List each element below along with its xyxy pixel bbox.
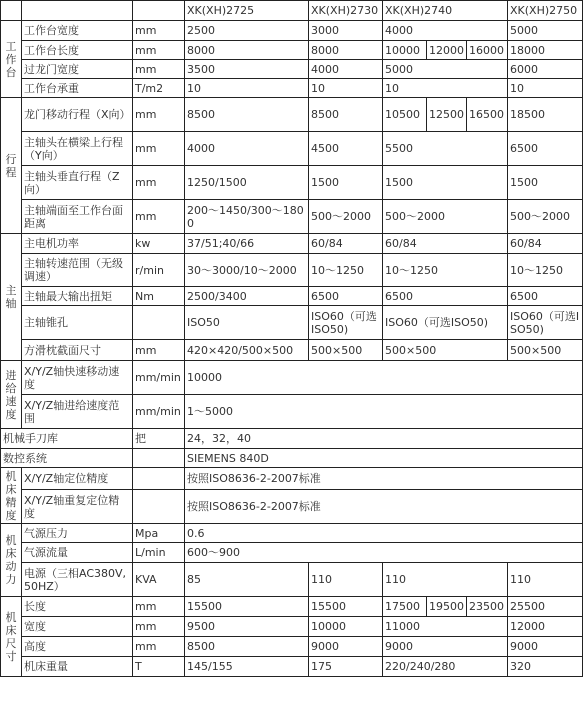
model-header: XK(XH)2740: [383, 1, 508, 21]
table-row: [1, 200, 583, 234]
table-row: [1, 79, 583, 98]
cell: 5000: [508, 21, 583, 41]
cell: 500～2000: [309, 200, 383, 234]
table-row: [1, 563, 583, 597]
group-label-travel: 行程: [1, 98, 22, 234]
row-label: 主轴转速范围（无级调速）: [22, 254, 133, 287]
cell: 8000: [309, 41, 383, 60]
row-unit: mm/min: [133, 361, 185, 395]
cell: 23500: [467, 597, 508, 617]
row-label: X/Y/Z轴定位精度: [22, 468, 133, 490]
row-label: 数控系统: [1, 449, 133, 468]
cell: 200～1450/300～1800: [185, 200, 309, 234]
row-label: 电源（三相AC380V,50HZ）: [22, 563, 133, 597]
group-label-size: 机床尺寸: [1, 597, 22, 677]
cell: 10: [383, 79, 508, 98]
cell: 85: [185, 563, 309, 597]
cell: 8500: [309, 98, 383, 132]
table-row: [1, 468, 583, 490]
cell: 8500: [185, 637, 309, 657]
table-row: [1, 657, 583, 677]
table-row: [1, 21, 583, 41]
table-row: [1, 287, 583, 306]
cell: 500×500: [383, 340, 508, 361]
cell: 5500: [383, 132, 508, 166]
cell: 110: [508, 563, 583, 597]
row-label: 主轴锥孔: [22, 306, 133, 340]
row-label: 机床重量: [22, 657, 133, 677]
cell: ISO50: [185, 306, 309, 340]
table-row: [1, 490, 583, 524]
row-unit: mm: [133, 597, 185, 617]
cell: 110: [383, 563, 508, 597]
cell: 60/84: [383, 234, 508, 254]
group-label-spindle: 主轴: [1, 234, 22, 361]
table-row: [1, 597, 583, 617]
cell: 4000: [383, 21, 508, 41]
row-label: 工作台承重: [22, 79, 133, 98]
cell: 10000: [309, 617, 383, 637]
cell: 600～900: [185, 543, 583, 563]
group-label-worktable: 工作台: [1, 21, 22, 98]
table-row: [1, 166, 583, 200]
row-label: 宽度: [22, 617, 133, 637]
table-row: [1, 306, 583, 340]
row-unit: mm: [133, 98, 185, 132]
table-row: [1, 60, 583, 79]
cell: 320: [508, 657, 583, 677]
row-unit: [133, 306, 185, 340]
cell: 60/84: [309, 234, 383, 254]
cell: 9000: [309, 637, 383, 657]
row-unit: mm/min: [133, 395, 185, 429]
cell: 37/51;40/66: [185, 234, 309, 254]
cell: 18500: [508, 98, 583, 132]
cell: 3500: [185, 60, 309, 79]
cell: 10: [185, 79, 309, 98]
row-label: 主轴头垂直行程（Z向）: [22, 166, 133, 200]
row-label: 长度: [22, 597, 133, 617]
cell: 12000: [508, 617, 583, 637]
cell: 500×500: [309, 340, 383, 361]
cell: 24，32，40: [185, 429, 583, 449]
cell: 11000: [383, 617, 508, 637]
cell: 2500/3400: [185, 287, 309, 306]
group-label-accuracy: 机床精度: [1, 468, 22, 524]
table-row: [1, 132, 583, 166]
row-label: 高度: [22, 637, 133, 657]
cell: 8000: [185, 41, 309, 60]
row-label: 龙门移动行程（X向）: [22, 98, 133, 132]
cell: 6500: [309, 287, 383, 306]
cell: 4000: [309, 60, 383, 79]
cell: SIEMENS 840D: [185, 449, 583, 468]
row-unit: mm: [133, 340, 185, 361]
table-row: [1, 254, 583, 287]
table-row: [1, 395, 583, 429]
table-row: [1, 524, 583, 543]
group-label-feed: 进给速度: [1, 361, 22, 429]
cell: 145/155: [185, 657, 309, 677]
model-header: XK(XH)2725: [185, 1, 309, 21]
row-unit: mm: [133, 132, 185, 166]
model-header: XK(XH)2730: [309, 1, 383, 21]
cell: 6500: [383, 287, 508, 306]
cell: 60/84: [508, 234, 583, 254]
cell: 1250/1500: [185, 166, 309, 200]
cell: ISO60（可选ISO50): [383, 306, 508, 340]
table-row: [1, 543, 583, 563]
cell: 5000: [383, 60, 508, 79]
cell: 0.6: [185, 524, 583, 543]
cell: ISO60（可选ISO50): [309, 306, 383, 340]
row-label: X/Y/Z轴进给速度范围: [22, 395, 133, 429]
cell: 15500: [309, 597, 383, 617]
row-label: 过龙门宽度: [22, 60, 133, 79]
cell: 10: [508, 79, 583, 98]
cell: 420×420/500×500: [185, 340, 309, 361]
row-unit: [133, 468, 185, 490]
row-unit: L/min: [133, 543, 185, 563]
row-unit: mm: [133, 166, 185, 200]
row-label: X/Y/Z轴快速移动速度: [22, 361, 133, 395]
row-label: 气源流量: [22, 543, 133, 563]
cell: 1500: [508, 166, 583, 200]
cell: 16500: [467, 98, 508, 132]
row-label: 主电机功率: [22, 234, 133, 254]
table-row: [1, 98, 583, 132]
cell: 17500: [383, 597, 427, 617]
cell: 6500: [508, 132, 583, 166]
row-unit: mm: [133, 60, 185, 79]
table-row: [1, 361, 583, 395]
row-label: 气源压力: [22, 524, 133, 543]
cell: 10～1250: [383, 254, 508, 287]
row-unit: Mpa: [133, 524, 185, 543]
cell: 6000: [508, 60, 583, 79]
cell: 1500: [309, 166, 383, 200]
cell: 1500: [383, 166, 508, 200]
cell: 4500: [309, 132, 383, 166]
cell: 10: [309, 79, 383, 98]
cell: 8500: [185, 98, 309, 132]
row-unit: mm: [133, 617, 185, 637]
row-label: 主轴端面至工作台面距离: [22, 200, 133, 234]
cell: 19500: [427, 597, 467, 617]
cell: 175: [309, 657, 383, 677]
row-label: 机械手刀库: [1, 429, 133, 449]
cell: 6500: [508, 287, 583, 306]
group-label-power: 机床动力: [1, 524, 22, 597]
cell: 按照ISO8636-2-2007标准: [185, 490, 583, 524]
row-unit: mm: [133, 637, 185, 657]
cell: 12000: [427, 41, 467, 60]
cell: 9500: [185, 617, 309, 637]
row-label: 工作台长度: [22, 41, 133, 60]
row-unit: T/m2: [133, 79, 185, 98]
cell: 12500: [427, 98, 467, 132]
table-row: [1, 637, 583, 657]
row-label: 工作台宽度: [22, 21, 133, 41]
cell: 500×500: [508, 340, 583, 361]
cell: 500～2000: [383, 200, 508, 234]
cell: 10500: [383, 98, 427, 132]
row-unit: mm: [133, 21, 185, 41]
table-row: [1, 234, 583, 254]
cell: 9000: [508, 637, 583, 657]
row-unit: Nm: [133, 287, 185, 306]
row-unit: mm: [133, 200, 185, 234]
row-label: 主轴最大输出扭矩: [22, 287, 133, 306]
cell: 16000: [467, 41, 508, 60]
header-row: [1, 1, 583, 21]
cell: 10～1250: [309, 254, 383, 287]
table-row: [1, 617, 583, 637]
cell: 500～2000: [508, 200, 583, 234]
row-unit: mm: [133, 41, 185, 60]
cell: 110: [309, 563, 383, 597]
cell: 2500: [185, 21, 309, 41]
cell: 1～5000: [185, 395, 583, 429]
cell: 25500: [508, 597, 583, 617]
cell: 3000: [309, 21, 383, 41]
cell: 10000: [185, 361, 583, 395]
table-row: [1, 449, 583, 468]
row-label: X/Y/Z轴重复定位精度: [22, 490, 133, 524]
model-header: XK(XH)2750: [508, 1, 583, 21]
row-unit: [133, 490, 185, 524]
cell: 30～3000/10～2000: [185, 254, 309, 287]
table-row: [1, 429, 583, 449]
row-unit: KVA: [133, 563, 185, 597]
row-label: 方滑枕截面尺寸: [22, 340, 133, 361]
row-unit: T: [133, 657, 185, 677]
table-row: [1, 340, 583, 361]
row-unit: [133, 449, 185, 468]
row-unit: 把: [133, 429, 185, 449]
cell: 9000: [383, 637, 508, 657]
cell: 按照ISO8636-2-2007标准: [185, 468, 583, 490]
cell: 220/240/280: [383, 657, 508, 677]
cell: 10～1250: [508, 254, 583, 287]
cell: ISO60（可选ISO50): [508, 306, 583, 340]
cell: 15500: [185, 597, 309, 617]
cell: 10000: [383, 41, 427, 60]
row-unit: r/min: [133, 254, 185, 287]
cell: 4000: [185, 132, 309, 166]
row-unit: kw: [133, 234, 185, 254]
table-row: [1, 41, 583, 60]
row-label: 主轴头在横梁上行程（Y向）: [22, 132, 133, 166]
cell: 18000: [508, 41, 583, 60]
